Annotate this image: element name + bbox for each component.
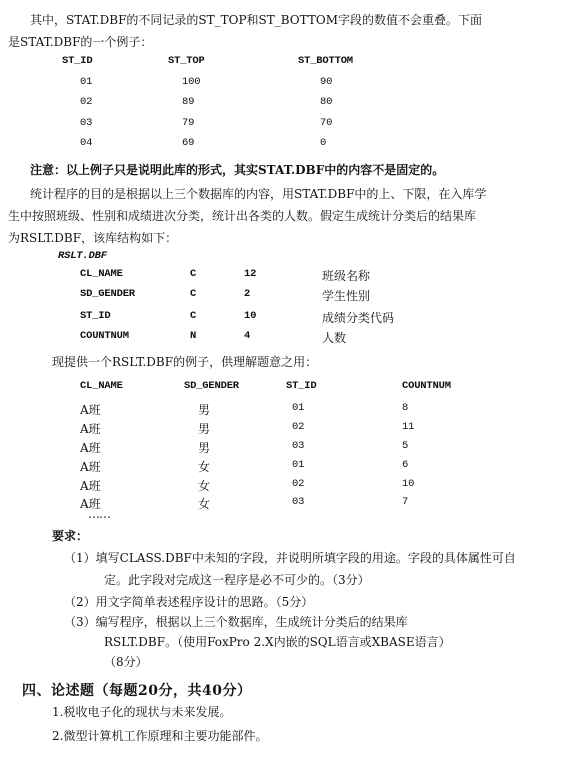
rslt-structure-cell: 成绩分类代码 [322,311,395,325]
stat-table-cell: 0 [320,137,327,149]
rslt-structure-cell: COUNTNUM [80,330,129,342]
stat-table-header: ST_TOP [168,55,205,67]
rslt-example-cell: 7 [402,496,409,508]
requirement-1-line-1: （1）填写CLASS.DBF中未知的字段，并说明所填字段的用途。字段的具体属性可自 [64,551,516,565]
requirement-2: （2）用文字简单表述程序设计的思路。（5分） [64,595,314,609]
rslt-example-cell: 02 [292,478,305,490]
stat-table-cell: 100 [182,76,201,88]
rslt-example-cell: A班 [80,403,101,417]
stat-table-header: ST_BOTTOM [298,55,353,67]
rslt-example-cell: 女 [198,479,211,493]
intro-line-2: 是STAT.DBF的一个例子： [8,35,153,49]
section-4-title: 四、论述题（每题20分，共40分） [22,683,252,699]
rslt-example-cell: 女 [198,460,211,474]
rslt-example-header: COUNTNUM [402,380,451,392]
stat-table-cell: 89 [182,96,195,108]
stat-table-cell: 69 [182,137,195,149]
rslt-structure-cell: SD_GENDER [80,288,135,300]
rslt-structure-cell: CL_NAME [80,268,123,280]
rslt-example-cell: A班 [80,497,101,511]
paragraph-line-2: 生中按照班级、性别和成绩进次分类，统计出各类的人数。假定生成统计分类后的结果库 [8,209,477,223]
rslt-example-cell: A班 [80,441,101,455]
rslt-example-cell: 男 [198,441,211,455]
rslt-example-cell: 10 [402,478,415,490]
section-4-question-1: 1.税收电子化的现状与未来发展。 [52,705,232,719]
rslt-example-header: ST_ID [286,380,317,392]
rslt-structure-cell: ST_ID [80,310,111,322]
rslt-example-cell: 男 [198,403,211,417]
stat-table-cell: 04 [80,137,93,149]
stat-table-cell: 90 [320,76,333,88]
stat-table-header: ST_ID [62,55,93,67]
paragraph-line-3: 为RSLT.DBF，该库结构如下： [8,231,178,245]
rslt-structure-cell: 学生性别 [322,289,371,303]
rslt-structure-cell: 4 [244,330,251,342]
rslt-structure-cell: C [190,310,197,322]
paragraph-line-1: 统计程序的目的是根据以上三个数据库的内容，用STAT.DBF中的上、下限，在入库学 [30,187,487,201]
rslt-structure-cell: N [190,330,197,342]
rslt-structure-cell: C [190,288,197,300]
requirement-3-line-3: （8分） [104,655,148,669]
stat-table-cell: 02 [80,96,93,108]
rslt-example-cell: 11 [402,421,415,433]
rslt-example-cell: 6 [402,459,409,471]
stat-table-cell: 03 [80,117,93,129]
note-text: 注意：以上例子只是说明此库的形式，其实STAT.DBF中的内容不是固定的。 [30,163,445,177]
rslt-example-cell: 01 [292,459,305,471]
rslt-example-header: SD_GENDER [184,380,239,392]
stat-table-cell: 79 [182,117,195,129]
intro-line-1: 其中，STAT.DBF的不同记录的ST_TOP和ST_BOTTOM字段的数值不会重叠。下面 [30,13,483,27]
stat-table-cell: 70 [320,117,333,129]
rslt-example-cell: 女 [198,497,211,511]
rslt-structure-cell: 12 [244,268,257,280]
rslt-example-cell: 男 [198,422,211,436]
rslt-structure-cell: C [190,268,197,280]
rslt-structure-cell: 2 [244,288,251,300]
rslt-structure-cell: 班级名称 [322,269,371,283]
rslt-example-cell: 02 [292,421,305,433]
section-4-question-2: 2.微型计算机工作原理和主要功能部件。 [52,729,268,743]
rslt-example-cell: 01 [292,402,305,414]
rslt-example-header: CL_NAME [80,380,123,392]
rslt-example-cell: A班 [80,479,101,493]
rslt-example-cell: 03 [292,496,305,508]
rslt-example-cell: A班 [80,460,101,474]
rslt-example-cell: 8 [402,402,409,414]
stat-table-cell: 01 [80,76,93,88]
rslt-structure-cell: 人数 [322,331,347,345]
requirement-3-line-1: （3）编写程序，根据以上三个数据库，生成统计分类后的结果库 [64,615,408,629]
requirements-title: 要求： [52,529,89,543]
stat-table-cell: 80 [320,96,333,108]
rslt-example-cell: 5 [402,440,409,452]
example-intro: 现提供一个RSLT.DBF的例子，供理解题意之用： [52,355,318,369]
requirement-3-line-2: RSLT.DBF。（使用FoxPro 2.X内嵌的SQL语言或XBASE语言） [104,635,451,649]
rslt-example-cell: A班 [80,422,101,436]
rslt-struct-title: RSLT.DBF [58,250,107,262]
example-ellipsis: …… [88,507,110,521]
rslt-structure-cell: 10 [244,310,257,322]
rslt-example-cell: 03 [292,440,305,452]
requirement-1-line-2: 定。此字段对完成这一程序是必不可少的。（3分） [104,573,370,587]
